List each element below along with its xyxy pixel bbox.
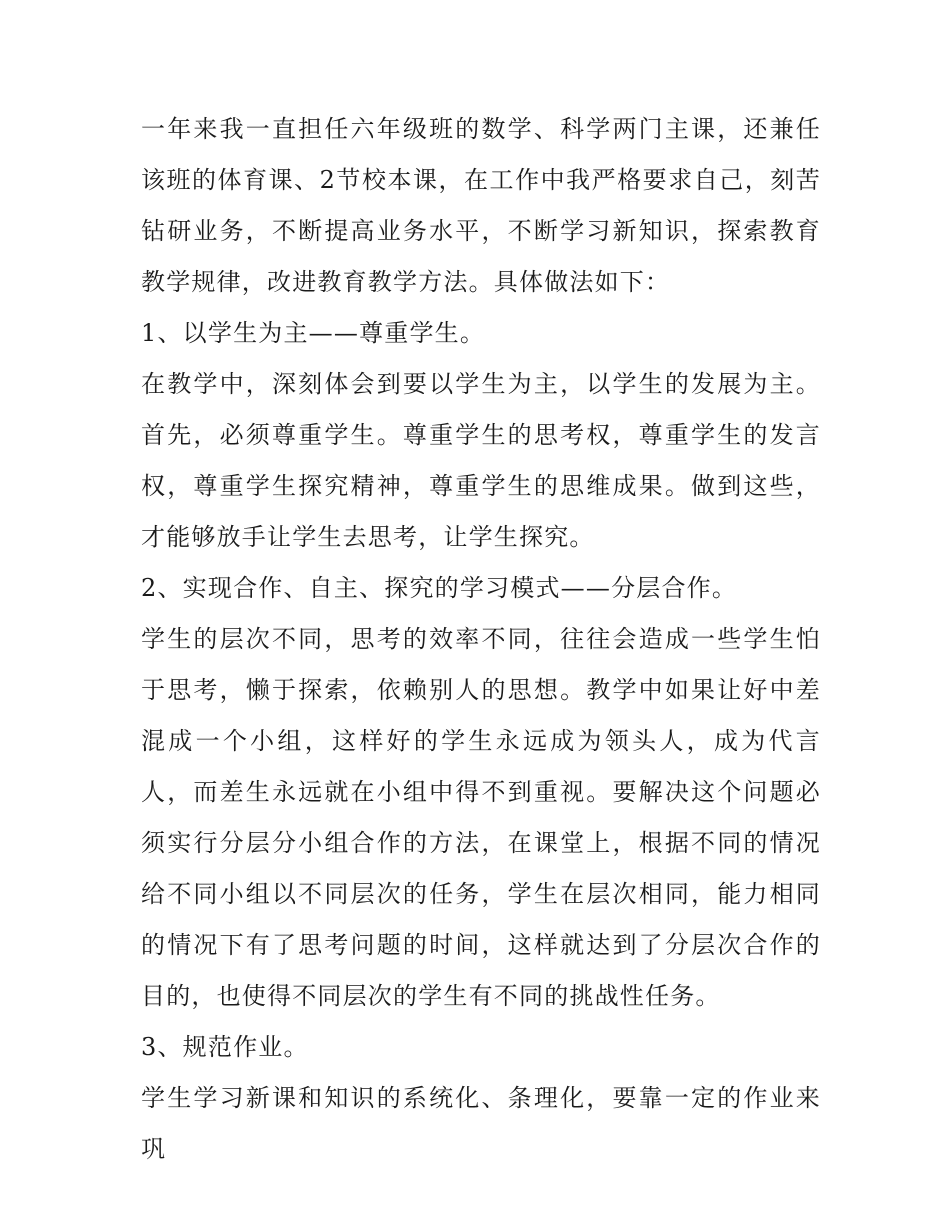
paragraph-section-3: 学生学习新课和知识的系统化、条理化，要靠一定的作业来巩 bbox=[141, 1084, 821, 1163]
section-heading-1: 1、以学生为主——尊重学生。 bbox=[141, 319, 486, 347]
section-heading-2: 2、实现合作、自主、探究的学习模式——分层合作。 bbox=[141, 574, 738, 602]
section-heading-3: 3、规范作业。 bbox=[141, 1033, 309, 1061]
paragraph-intro: 一年来我一直担任六年级班的数学、科学两门主课，还兼任该班的体育课、2节校本课，在工作中我严格要求自己，刻苦钻研业务，不断提高业务水平，不断学习新知识，探索教育教学规律，改进教育教学方法。具体做法如下： bbox=[141, 115, 821, 296]
paragraph-section-1: 在教学中，深刻体会到要以学生为主，以学生的发展为主。首先，必须尊重学生。尊重学生的思考权，尊重学生的发言权，尊重学生探究精神，尊重学生的思维成果。做到这些，才能够放手让学生去思考，让学生探究。 bbox=[141, 370, 821, 551]
document-body bbox=[141, 104, 821, 1175]
paragraph-section-2: 学生的层次不同，思考的效率不同，往往会造成一些学生怕于思考，懒于探索，依赖别人的思想。教学中如果让好中差混成一个小组，这样好的学生永远成为领头人，成为代言人，而差生永远就在小组中得不到重视。要解决这个问题必须实行分层分小组合作的方法，在课堂上，根据不同的情况给不同小组以不同层次的任务，学生在层次相同，能力相同的情况下有了思考问题的时间，这样就达到了分层次合作的目的，也使得不同层次的学生有不同的挑战性任务。 bbox=[141, 625, 821, 1010]
